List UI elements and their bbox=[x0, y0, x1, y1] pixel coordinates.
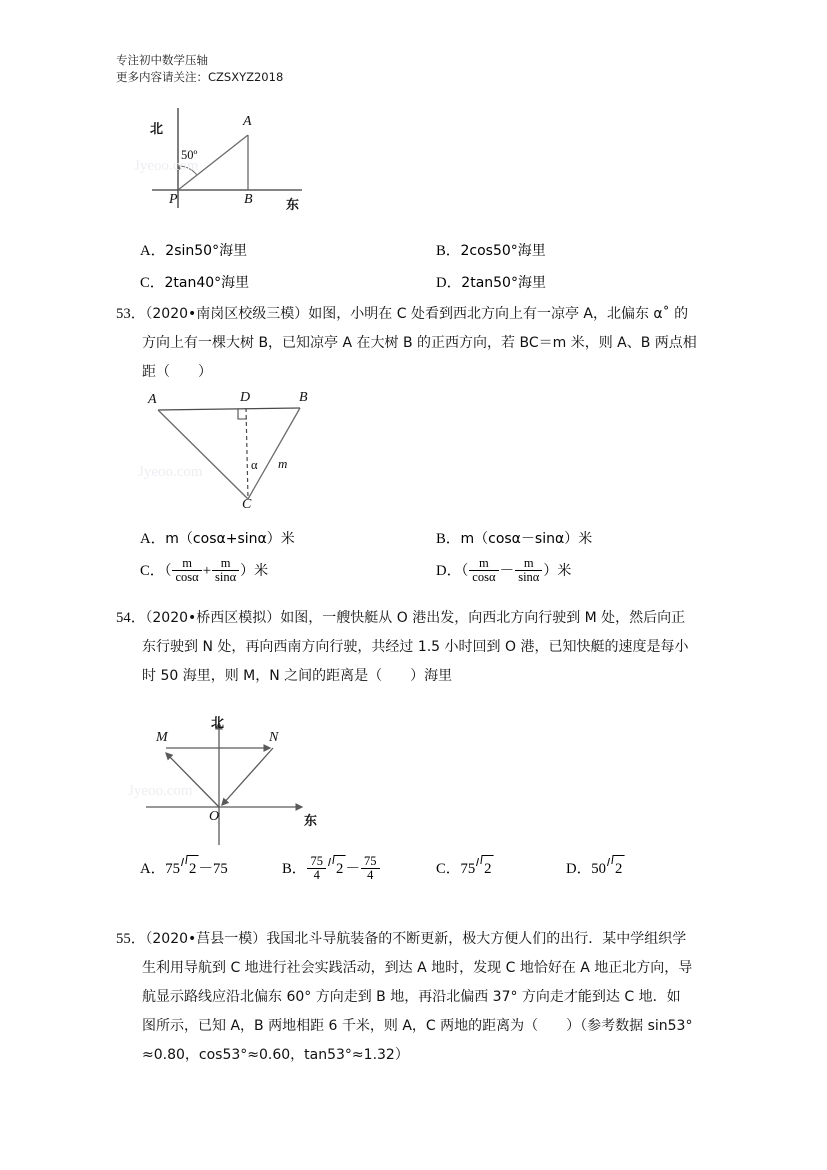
question-55-line-2: 生利用导航到 C 地进行社会实践活动，到达 A 地时，发现 C 地恰好在 A 地正北方向，导 bbox=[142, 960, 693, 976]
figure-53-label-m: m bbox=[278, 456, 288, 471]
figure-52-label-A: A bbox=[243, 114, 252, 129]
question-54-line-2: 东行驶到 N 处，再向西南方向行驶，共经过 1.5 小时回到 O 港，已知快艇的速度是每小 bbox=[142, 639, 689, 655]
option-53-D-fraction-right bbox=[515, 557, 542, 584]
option-54-B[interactable] bbox=[282, 854, 381, 884]
option-54-C[interactable] bbox=[436, 854, 494, 884]
option-52-C-label: C． bbox=[140, 275, 165, 291]
sqrt-icon bbox=[606, 854, 624, 884]
options-53-row-1 bbox=[116, 524, 726, 554]
header-line-1: 专注初中数学压轴 bbox=[116, 53, 208, 67]
options-52-row-2 bbox=[116, 268, 726, 298]
figure-52-label-angle: 50º bbox=[181, 148, 198, 162]
figure-53-label-alpha: α bbox=[251, 458, 258, 472]
question-53-line-1-rest: 如图，小明在 C 处看到西北方向上有一凉亭 A，北偏东 α˚ 的 bbox=[308, 306, 689, 322]
question-55-line-3: 航显示路线应沿北偏东 60° 方向走到 B 地，再沿北偏西 37° 方向走才能到达 C 地．如 bbox=[142, 989, 681, 1005]
option-54-B-radicand: 2 bbox=[335, 861, 344, 877]
option-54-C-pre: 75 bbox=[460, 861, 476, 877]
fraction-denominator: cosα bbox=[469, 570, 498, 584]
question-54-number: 54． bbox=[116, 610, 146, 626]
figure-52-label-north: 北 bbox=[150, 122, 164, 137]
question-55-number: 55． bbox=[116, 931, 146, 947]
option-54-B-operator: － bbox=[345, 861, 361, 877]
figure-53-svg bbox=[140, 392, 325, 517]
question-55-line-1-rest: 我国北斗导航装备的不断更新，极大方便人们的出行．某中学组织学 bbox=[266, 931, 687, 947]
question-55-line-5: ≈0.80，cos53°≈0.60，tan53°≈1.32） bbox=[142, 1047, 409, 1063]
page-header bbox=[116, 52, 283, 86]
option-52-C-text: 2tan40°海里 bbox=[164, 275, 250, 291]
sqrt-icon bbox=[475, 854, 493, 884]
figure-53-label-D: D bbox=[240, 390, 251, 405]
option-54-C-label: C． bbox=[436, 861, 461, 877]
option-53-C-fraction-right bbox=[212, 557, 239, 584]
option-53-C-fraction-left bbox=[172, 557, 201, 584]
option-53-C-suffix: ）米 bbox=[240, 563, 269, 579]
question-53-line-1 bbox=[116, 300, 716, 329]
fraction-denominator: 4 bbox=[361, 868, 380, 882]
question-54-line-1 bbox=[116, 604, 716, 633]
option-54-B-fraction-1 bbox=[307, 855, 326, 882]
fraction-numerator: m bbox=[479, 555, 489, 570]
option-54-D-label: D． bbox=[566, 861, 592, 877]
option-53-A-label: A． bbox=[140, 531, 166, 547]
figure-52-north-east-triangle bbox=[134, 100, 330, 218]
figure-53-label-A: A bbox=[148, 392, 157, 407]
fraction-denominator: cosα bbox=[172, 570, 201, 584]
option-54-A[interactable] bbox=[140, 854, 228, 884]
options-54-row bbox=[116, 854, 726, 898]
question-53-number: 53． bbox=[116, 306, 146, 322]
option-52-A-text: 2sin50°海里 bbox=[165, 243, 248, 259]
fraction-denominator: sinα bbox=[212, 570, 239, 584]
figure-53-label-C: C bbox=[242, 497, 252, 512]
fraction-numerator: m bbox=[182, 555, 192, 570]
question-53-source: （2020•南岗区校级三模） bbox=[145, 306, 309, 322]
option-52-D-label: D． bbox=[436, 275, 462, 291]
option-53-D-operator: － bbox=[499, 563, 515, 579]
fraction-numerator: 75 bbox=[310, 853, 323, 868]
watermark-text: Jyeoo.com bbox=[134, 158, 199, 174]
figure-54-axes-triangle-OMN bbox=[130, 715, 330, 855]
question-55-line-4: 图所示，已知 A，B 两地相距 6 千米，则 A，C 两地的距离为（ ）（参考数据 sin53° bbox=[142, 1018, 693, 1034]
question-55-line-1 bbox=[116, 925, 716, 954]
fraction-numerator: m bbox=[523, 555, 534, 570]
question-53 bbox=[116, 300, 716, 387]
figure-52-label-P: P bbox=[169, 192, 178, 207]
question-55-source: （2020•莒县一模） bbox=[145, 931, 267, 947]
question-54-source: （2020•桥西区模拟） bbox=[145, 610, 281, 626]
option-54-D[interactable] bbox=[566, 854, 624, 884]
option-53-D-label: D． bbox=[436, 563, 462, 579]
option-53-D[interactable] bbox=[436, 556, 571, 586]
fraction-denominator: 4 bbox=[307, 868, 326, 882]
question-55 bbox=[116, 925, 716, 1070]
option-53-C[interactable] bbox=[140, 556, 268, 586]
option-54-B-label: B． bbox=[282, 861, 307, 877]
option-52-B-text: 2cos50°海里 bbox=[460, 243, 546, 259]
question-53-line-3: 距（ ） bbox=[142, 364, 212, 380]
question-53-line-2: 方向上有一棵大树 B，已知凉亭 A 在大树 B 的正西方向，若 BC＝m 米，则 A、B 两点相 bbox=[142, 335, 697, 351]
question-54 bbox=[116, 604, 716, 691]
question-54-line-1-rest: 如图，一艘快艇从 O 港出发，向西北方向行驶到 M 处，然后向正 bbox=[280, 610, 686, 626]
header-line-2: 更多内容请关注：CZSXYZ2018 bbox=[116, 70, 284, 84]
option-52-D-text: 2tan50°海里 bbox=[461, 275, 546, 291]
option-53-B-text: m（cosα－sinα）米 bbox=[460, 531, 593, 547]
options-52-row-1 bbox=[116, 236, 726, 266]
figure-52-label-B: B bbox=[244, 192, 253, 207]
option-52-B[interactable] bbox=[436, 236, 546, 266]
option-53-D-suffix: ）米 bbox=[543, 563, 572, 579]
option-54-D-pre: 50 bbox=[591, 861, 606, 877]
option-52-B-label: B． bbox=[436, 243, 461, 259]
option-52-A-label: A． bbox=[140, 243, 166, 259]
option-53-A-text: m（cosα+sinα）米 bbox=[165, 531, 295, 547]
question-54-line-3: 时 50 海里，则 M，N 之间的距离是（ ）海里 bbox=[142, 668, 453, 684]
figure-54-label-north: 北 bbox=[211, 716, 225, 731]
figure-54-label-east: 东 bbox=[304, 814, 318, 829]
option-54-A-pre: 75 bbox=[165, 861, 180, 877]
option-54-D-radicand: 2 bbox=[614, 861, 623, 877]
watermark-text: Jyeoo.com bbox=[138, 464, 203, 480]
option-53-C-prefix: （ bbox=[164, 563, 172, 579]
option-54-A-radicand: 2 bbox=[188, 861, 197, 877]
option-54-B-fraction-2 bbox=[361, 855, 380, 882]
option-53-C-label: C． bbox=[140, 563, 165, 579]
option-54-A-post: －75 bbox=[198, 861, 228, 877]
option-53-D-fraction-left bbox=[469, 557, 498, 584]
figure-53-triangle-ABC bbox=[140, 392, 325, 517]
figure-54-label-O: O bbox=[209, 809, 220, 824]
option-53-B-label: B． bbox=[436, 531, 461, 547]
figure-54-label-N: N bbox=[269, 730, 279, 745]
options-53-row-2 bbox=[116, 556, 726, 596]
watermark-text: Jyeoo.com bbox=[128, 783, 193, 799]
option-53-D-prefix: （ bbox=[461, 563, 469, 579]
figure-53-label-B: B bbox=[299, 390, 308, 405]
fraction-numerator: m bbox=[220, 555, 231, 570]
option-52-A[interactable] bbox=[140, 236, 247, 266]
option-52-C[interactable] bbox=[140, 268, 249, 298]
fraction-numerator: 75 bbox=[364, 853, 377, 868]
option-54-C-radicand: 2 bbox=[484, 861, 492, 877]
figure-54-label-M: M bbox=[156, 730, 168, 745]
sqrt-icon bbox=[327, 854, 345, 884]
option-52-D[interactable] bbox=[436, 268, 546, 298]
option-54-A-label: A． bbox=[140, 861, 166, 877]
option-53-B[interactable] bbox=[436, 524, 592, 554]
fraction-denominator: sinα bbox=[515, 570, 542, 584]
figure-52-label-east: 东 bbox=[286, 198, 300, 213]
option-53-C-operator: + bbox=[202, 563, 211, 579]
sqrt-icon bbox=[180, 854, 198, 884]
option-53-A[interactable] bbox=[140, 524, 295, 554]
